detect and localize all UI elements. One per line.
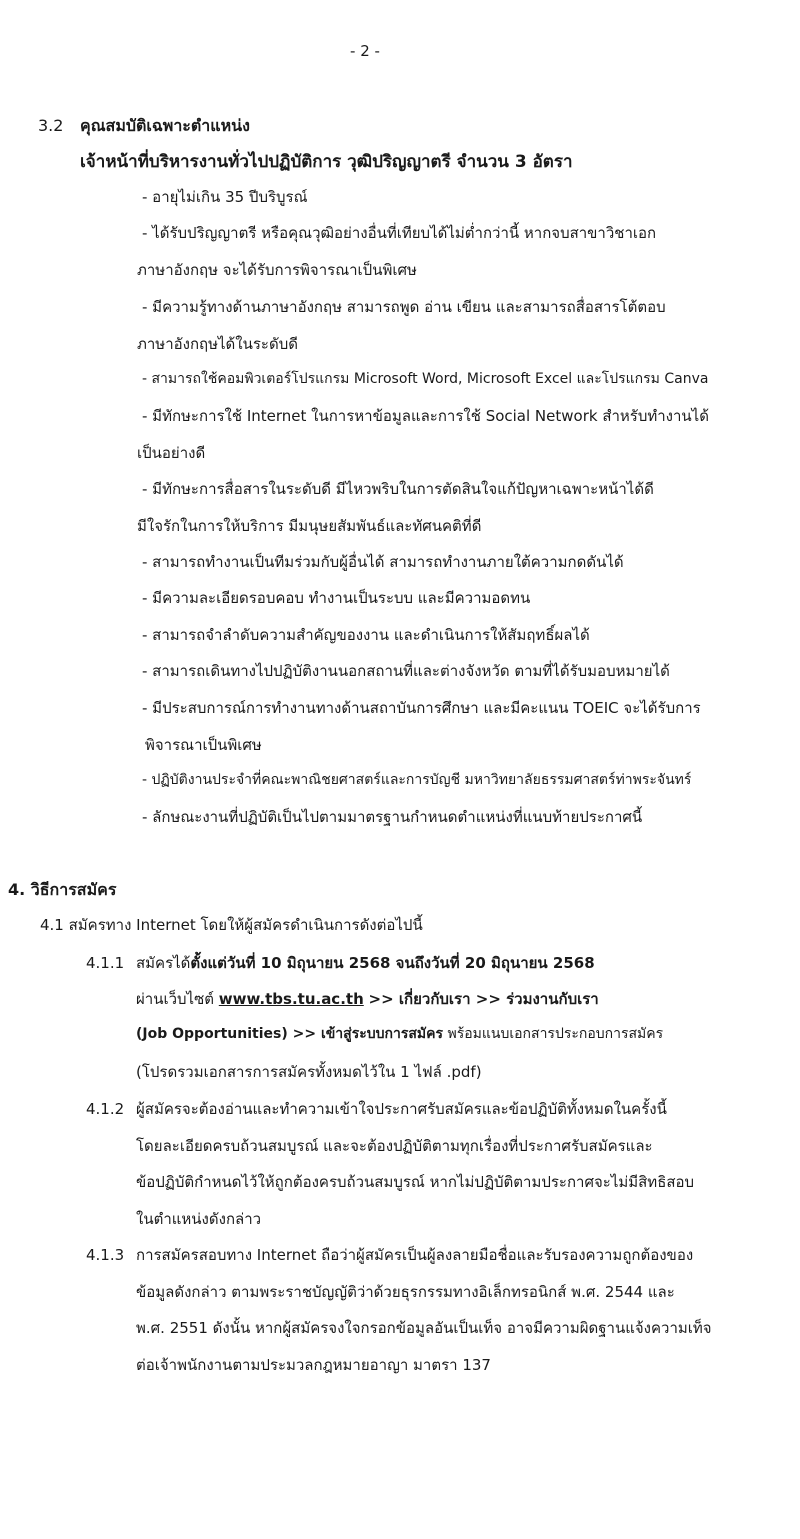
page-number: - 2 - xyxy=(350,42,380,60)
navigation-path: >> เกี่ยวกับเรา >> ร่วมงานกับเรา xyxy=(368,990,599,1008)
item-4-1-2-line: ข้อปฏิบัติกำหนดไว้ให้ถูกต้องครบถ้วนสมบูรณ์ หากไม่ปฏิบัติตามประกาศจะไม่มีสิทธิสอบ xyxy=(136,1173,695,1191)
qualification-item: - มีทักษะการใช้ Internet ในการหาข้อมูลและการใช้ Social Network สำหรับทำงานได้ xyxy=(142,407,709,425)
qualification-item-continuation: ภาษาอังกฤษ จะได้รับการพิจารณาเป็นพิเศษ xyxy=(137,261,417,279)
qualification-item: - ลักษณะงานที่ปฏิบัติเป็นไปตามมาตรฐานกำหนดตำแหน่งที่แนบท้ายประกาศนี้ xyxy=(142,808,643,826)
qualification-item: - ได้รับปริญญาตรี หรือคุณวุฒิอย่างอื่นที่เทียบได้ไม่ต่ำกว่านี้ หากจบสาขาวิชาเอก xyxy=(142,224,657,242)
qualification-item-continuation: มีใจรักในการให้บริการ มีมนุษยสัมพันธ์และทัศนคติที่ดี xyxy=(137,517,482,535)
item-4-1-2-number: 4.1.2 xyxy=(86,1100,125,1118)
section-3-2-number: 3.2 xyxy=(38,116,64,135)
qualification-item: - ปฏิบัติงานประจำที่คณะพาณิชยศาสตร์และการบัญชี มหาวิทยาลัยธรรมศาสตร์ท่าพระจันทร์ xyxy=(142,772,692,788)
item-4-1-3-number: 4.1.3 xyxy=(86,1246,125,1264)
qualification-item: - สามารถจำลำดับความสำคัญของงาน และดำเนินการให้สัมฤทธิ์ผลได้ xyxy=(142,626,590,644)
qualification-item-continuation: พิจารณาเป็นพิเศษ xyxy=(145,736,262,754)
item-4-1-1-number: 4.1.1 xyxy=(86,954,125,972)
qualification-item: - สามารถใช้คอมพิวเตอร์โปรแกรม Microsoft Word, Microsoft Excel และโปรแกรม Canva xyxy=(142,371,709,387)
item-4-1-1-line2 xyxy=(136,990,599,1008)
qualification-item: - สามารถเดินทางไปปฏิบัติงานนอกสถานที่และต่างจังหวัด ตามที่ได้รับมอบหมายได้ xyxy=(142,662,670,680)
website-link[interactable]: www.tbs.tu.ac.th xyxy=(218,990,364,1008)
position-title: เจ้าหน้าที่บริหารงานทั่วไปปฏิบัติการ วุฒิปริญญาตรี จำนวน 3 อัตรา xyxy=(80,152,573,172)
qualification-item: - อายุไม่เกิน 35 ปีบริบูรณ์ xyxy=(142,188,308,206)
qualification-item-continuation: ภาษาอังกฤษได้ในระดับดี xyxy=(137,335,298,353)
item-4-1-3-line: พ.ศ. 2551 ดังนั้น หากผู้สมัครจงใจกรอกข้อมูลอันเป็นเท็จ อาจมีความผิดฐานแจ้งความเท็จ xyxy=(136,1319,712,1337)
job-opportunities-path: (Job Opportunities) >> เข้าสู่ระบบการสมัคร xyxy=(136,1026,444,1042)
qualification-item: - มีความรู้ทางด้านภาษาอังกฤษ สามารถพูด อ่าน เขียน และสามารถสื่อสารโต้ตอบ xyxy=(142,298,666,316)
item-4-1-3-line: ต่อเจ้าพนักงานตามประมวลกฎหมายอาญา มาตรา 137 xyxy=(136,1356,491,1374)
qualification-item: - สามารถทำงานเป็นทีมร่วมกับผู้อื่นได้ สามารถทำงานภายใต้ความกดดันได้ xyxy=(142,553,624,571)
item-4-1-1-line3 xyxy=(136,1026,663,1043)
section-4-heading: 4. วิธีการสมัคร xyxy=(8,880,117,899)
via-website-text: ผ่านเว็บไซต์ xyxy=(136,990,215,1008)
qualification-item: - มีทักษะการสื่อสารในระดับดี มีไหวพริบในการตัดสินใจแก้ปัญหาเฉพาะหน้าได้ดี xyxy=(142,480,654,498)
section-3-2-heading: คุณสมบัติเฉพาะตำแหน่ง xyxy=(80,116,250,135)
qualification-item-continuation: เป็นอย่างดี xyxy=(137,444,206,462)
item-4-1-1-apply-text: สมัครได้ xyxy=(136,954,191,972)
attach-documents-text: พร้อมแนบเอกสารประกอบการสมัคร xyxy=(447,1026,664,1042)
qualification-item: - มีความละเอียดรอบคอบ ทำงานเป็นระบบ และมีความอดทน xyxy=(142,589,531,607)
qualification-item: - มีประสบการณ์การทำงานทางด้านสถาบันการศึกษา และมีคะแนน TOEIC จะได้รับการ xyxy=(142,699,701,717)
item-4-1-3-line: การสมัครสอบทาง Internet ถือว่าผู้สมัครเป็นผู้ลงลายมือชื่อและรับรองความถูกต้องของ xyxy=(136,1246,694,1264)
application-period: ตั้งแต่วันที่ 10 มิถุนายน 2568 จนถึงวันที่ 20 มิถุนายน 2568 xyxy=(190,954,595,972)
item-4-1-1-line4: (โปรดรวมเอกสารการสมัครทั้งหมดไว้ใน 1 ไฟล์ .pdf) xyxy=(136,1063,482,1081)
item-4-1-2-line: ในตำแหน่งดังกล่าว xyxy=(136,1210,262,1228)
item-4-1-2-line: ผู้สมัครจะต้องอ่านและทำความเข้าใจประกาศรับสมัครและข้อปฏิบัติทั้งหมดในครั้งนี้ xyxy=(136,1100,667,1118)
item-4-1-2-line: โดยละเอียดครบถ้วนสมบูรณ์ และจะต้องปฏิบัติตามทุกเรื่องที่ประกาศรับสมัครและ xyxy=(136,1137,653,1155)
item-4-1-1-line1 xyxy=(136,954,595,972)
item-4-1-3-line: ข้อมูลดังกล่าว ตามพระราชบัญญัติว่าด้วยธุรกรรมทางอิเล็กทรอนิกส์ พ.ศ. 2544 และ xyxy=(136,1283,675,1301)
section-4-1-text: 4.1 สมัครทาง Internet โดยให้ผู้สมัครดำเนินการดังต่อไปนี้ xyxy=(40,916,423,934)
